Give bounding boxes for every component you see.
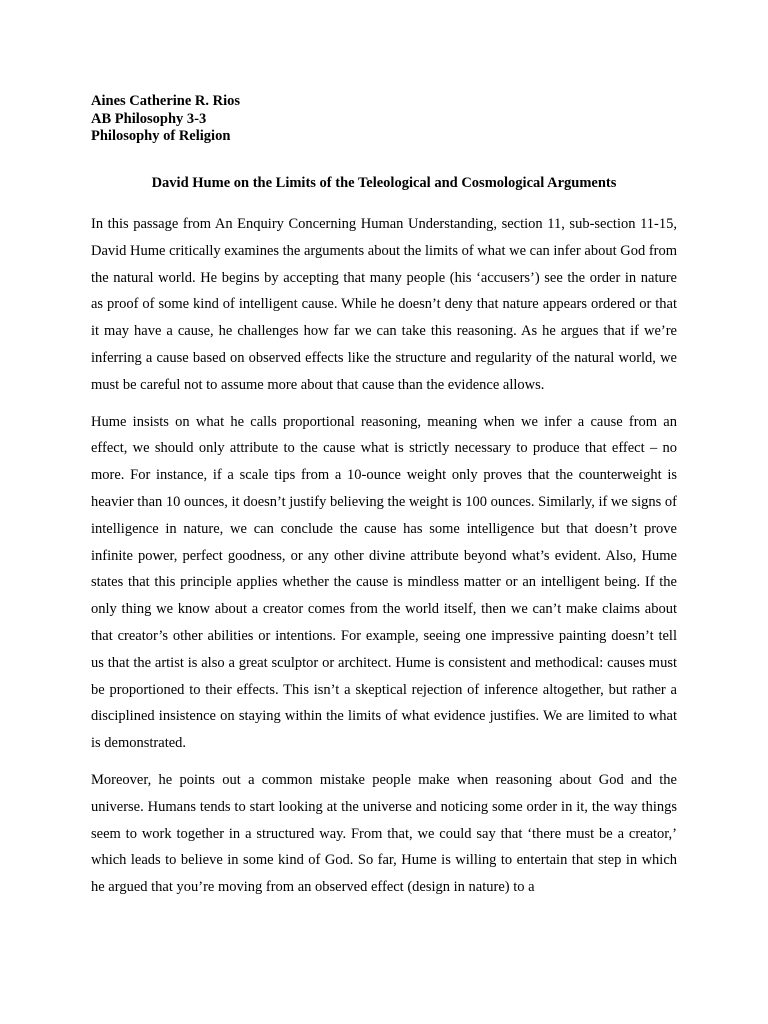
header-block bbox=[91, 93, 677, 146]
document-title: David Hume on the Limits of the Teleological and Cosmological Arguments bbox=[151, 174, 617, 191]
document-body bbox=[91, 211, 677, 901]
paragraph-3: Moreover, he points out a common mistake people make when reasoning about God and the universe. Humans tends to start looking at the universe and noticing some order in it, the way things seem to work together in a structured way. From that, we could say that ‘there must be a creator,’ which leads to believe in some kind of God. So far, Hume is willing to entertain that step in which he argued that you’re moving from an observed effect (design in nature) to a bbox=[91, 771, 677, 896]
paragraph-2: Hume insists on what he calls proportional reasoning, meaning when we infer a cause from an effect, we should only attribute to the cause what is strictly necessary to produce that effect – no more. For instance, if a scale tips from a 10-ounce weight only proves that the counterweight is heavier than 10 ounces, it doesn’t justify believing the weight is 100 ounces. Similarly, if we signs of intelligence in nature, we can conclude the cause has some intelligence but that doesn’t prove infinite power, perfect goodness, or any other divine attribute beyond what’s evident. Also, Hume states that this principle applies whether the cause is mindless matter or an intelligent being. If the only thing we know about a creator comes from the world itself, then we can’t make claims about that creator’s other abilities or intentions. For example, seeing one impressive painting doesn’t tell us that the artist is also a great sculptor or architect. Hume is consistent and methodical: causes must be proportioned to their effects. This isn’t a skeptical rejection of inference altogether, but rather a disciplined insistence on staying within the limits of what evidence justifies. We are limited to what is demonstrated. bbox=[91, 413, 677, 752]
author-name: Aines Catherine R. Rios bbox=[91, 93, 241, 109]
subject-name: Philosophy of Religion bbox=[91, 128, 231, 144]
course-name: AB Philosophy 3-3 bbox=[91, 110, 207, 127]
paragraph-1: In this passage from An Enquiry Concerning Human Understanding, section 11, sub-section 11-15, David Hume critically examines the arguments about the limits of what we can infer about God from the natural world. He begins by accepting that many people (his ‘accusers’) see the order in nature as proof of some kind of intelligent cause. While he doesn’t deny that nature appears ordered or that it may have a cause, he challenges how far we can take this reasoning. As he argues that if we’re inferring a cause based on observed effects like the structure and regularity of the natural world, we must be careful not to assume more about that cause than the evidence allows. bbox=[91, 216, 678, 393]
document-page bbox=[91, 93, 677, 911]
